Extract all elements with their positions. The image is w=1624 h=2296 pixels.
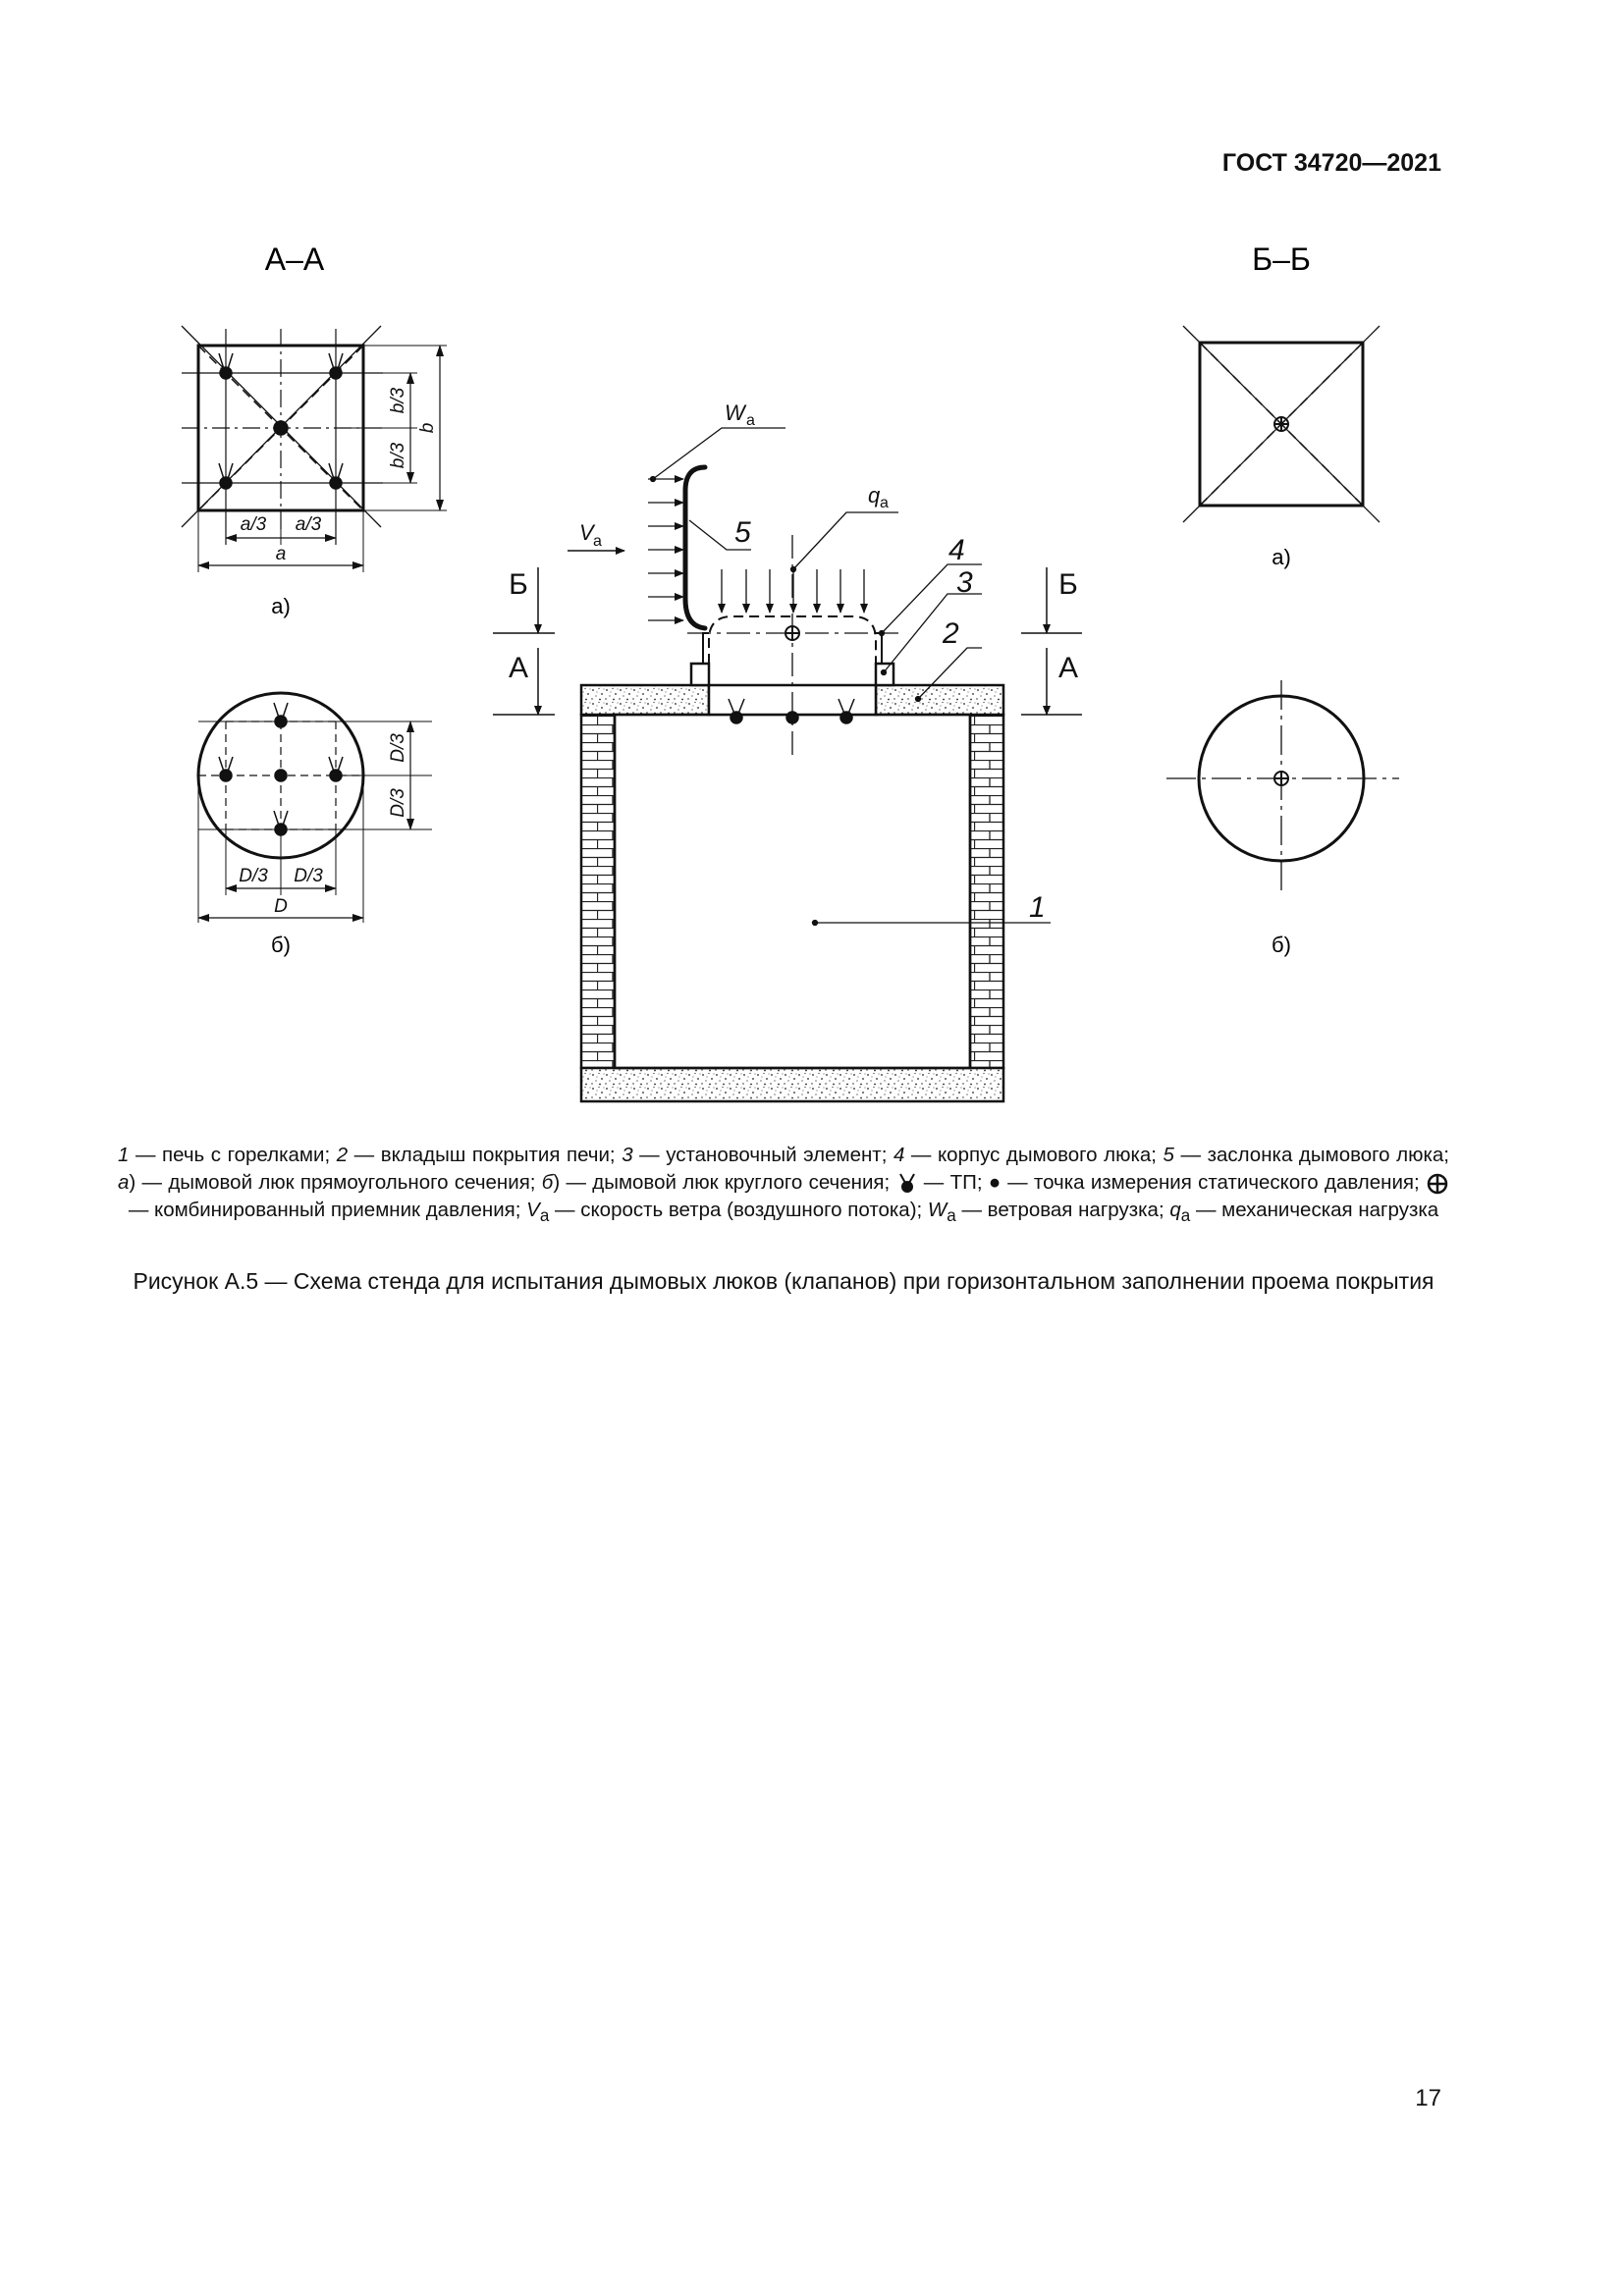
- mechanical-load-leader: [791, 512, 899, 572]
- label-q: q: [868, 483, 881, 507]
- wind-load-arrows: [648, 479, 683, 620]
- legend-num-3: 3: [622, 1144, 633, 1166]
- figure-a5: [0, 0, 1624, 1129]
- legend-text-v: — скорость ветра (воздушного потока);: [549, 1199, 928, 1221]
- dim-D-third-1: D/3: [388, 733, 408, 763]
- dim-D-third-3: D/3: [239, 866, 268, 886]
- dim-b: b: [417, 422, 438, 434]
- legend-sym-w: W: [927, 1199, 947, 1221]
- legend-text-2: — вкладыш покрытия печи;: [348, 1144, 623, 1166]
- figure-legend: [118, 1142, 1449, 1230]
- label-V: V: [579, 520, 594, 545]
- legend-text-5: — заслонка дымового люка;: [1173, 1144, 1449, 1166]
- legend-text-w: — ветровая нагрузка;: [955, 1199, 1170, 1221]
- dim-D-third-4: D/3: [294, 866, 323, 886]
- legend-sub-q: а: [1180, 1206, 1191, 1226]
- aa-sub-b-label: б): [271, 933, 291, 957]
- section-aa-title: А–А: [264, 241, 325, 277]
- callout-5: 5: [734, 516, 751, 549]
- legend-sym-v: V: [526, 1199, 540, 1221]
- dim-D: D: [274, 896, 288, 917]
- combined-pressure-receiver-icon: [1426, 1172, 1449, 1196]
- figure-caption: Рисунок А.5 — Схема стенда для испытания дымовых люков (клапанов) при горизонтальном заполнении проема покрытия: [133, 1268, 1435, 1294]
- aa-sub-a-label: а): [271, 594, 291, 618]
- cut-B-right: Б: [1058, 568, 1078, 601]
- legend-text-3: — установочный элемент;: [632, 1144, 893, 1166]
- tp-sensor-icon: [896, 1173, 918, 1195]
- legend-sym-q: q: [1169, 1199, 1181, 1221]
- combined-pressure-receiver-icon: [1274, 417, 1288, 431]
- dim-a: a: [275, 544, 287, 564]
- legend-num-5: 5: [1163, 1144, 1174, 1166]
- mechanical-load-arrows: [722, 569, 864, 613]
- label-W-sub: а: [746, 412, 755, 429]
- roof-insert-left: [581, 685, 709, 715]
- section-bb-group: [1166, 241, 1399, 957]
- bb-sub-b-label: б): [1272, 933, 1291, 957]
- legend-num-4: 4: [893, 1144, 905, 1166]
- static-pressure-point: [275, 770, 287, 781]
- callout-4: 4: [948, 534, 965, 566]
- dim-D-third-2: D/3: [388, 788, 408, 818]
- bb-sub-a-label: а): [1272, 545, 1291, 569]
- dim-b-third-1: b/3: [388, 387, 408, 414]
- furnace-right-wall: [970, 715, 1003, 1068]
- legend-text-a: ) — дымовой люк прямоугольного сечения;: [129, 1171, 542, 1194]
- legend-text-q: — механическая нагрузка: [1190, 1199, 1439, 1221]
- cut-A-right: А: [1057, 652, 1079, 684]
- static-pressure-point: [274, 421, 288, 435]
- legend-sub-w: а: [947, 1206, 956, 1226]
- test-stand-group: [493, 400, 1082, 1101]
- tp-sensor-icon: [274, 703, 288, 727]
- legend-num-1: 1: [118, 1144, 130, 1166]
- label-W: W: [725, 400, 745, 425]
- legend-num-2: 2: [336, 1144, 349, 1166]
- dim-a-third-2: a/3: [295, 514, 322, 535]
- callout-1: 1: [1029, 891, 1046, 924]
- roof-insert-right: [876, 685, 1003, 715]
- legend-text-dot: ● — точка измерения статического давления;: [988, 1171, 1426, 1194]
- aa-circ-dimension-labels: [239, 733, 408, 917]
- document-number: ГОСТ 34720—2021: [1221, 149, 1441, 177]
- callout-2: 2: [943, 617, 959, 650]
- label-V-sub: а: [593, 533, 602, 550]
- label-q-sub: а: [880, 495, 889, 511]
- dim-b-third-2: b/3: [388, 442, 408, 469]
- furnace-left-wall: [581, 715, 615, 1068]
- legend-sub-v: а: [539, 1206, 550, 1226]
- bb-rectangular-plan: [1183, 326, 1380, 522]
- legend-text-combo: — комбинированный приемник давления;: [128, 1199, 527, 1221]
- dim-a-third-1: a/3: [240, 514, 267, 535]
- legend-num-a: а: [118, 1171, 130, 1194]
- wind-load-leader: [651, 428, 786, 482]
- section-aa-group: [182, 241, 447, 957]
- legend-text-b: ) — дымовой люк круглого сечения;: [553, 1171, 896, 1194]
- section-bb-title: Б–Б: [1252, 241, 1311, 277]
- mounting-element-left: [691, 664, 709, 685]
- furnace-floor: [581, 1068, 1003, 1101]
- page-number: 17: [1415, 2085, 1441, 2111]
- cut-B-left: Б: [509, 568, 528, 601]
- smoke-damper: [685, 467, 705, 628]
- legend-text-4: — корпус дымового люка;: [904, 1144, 1164, 1166]
- furnace-chamber: [615, 715, 970, 1068]
- legend-num-b: б: [541, 1171, 554, 1194]
- callout-3: 3: [956, 566, 973, 599]
- cut-A-left: А: [508, 652, 529, 684]
- legend-text-tp: — ТП;: [917, 1171, 989, 1194]
- tp-sensor-icon: [786, 712, 798, 723]
- figure-drawing: [0, 0, 1624, 1129]
- legend-text-1: — печь с горелками;: [129, 1144, 337, 1166]
- combined-pressure-receiver-icon: [1274, 772, 1288, 785]
- combined-pressure-receiver-icon: [785, 626, 799, 640]
- bb-circular-plan: [1166, 680, 1399, 895]
